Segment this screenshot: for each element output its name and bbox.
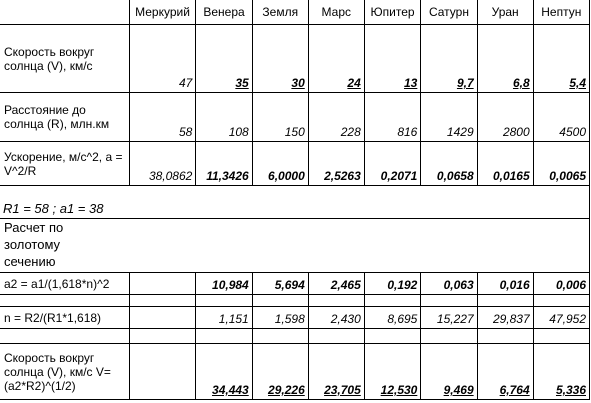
note-row [0, 186, 590, 219]
speed-cell[interactable]: 13 [364, 25, 421, 93]
spacer-cell[interactable] [129, 295, 196, 307]
distance-row [0, 93, 590, 142]
header-cell-neptune[interactable]: Нептун [533, 0, 589, 25]
accel-cell[interactable]: 0,0165 [477, 142, 533, 186]
spacer-row [0, 329, 590, 344]
a2-cell[interactable]: 10,984 [196, 273, 252, 295]
speed-cell[interactable]: 47 [129, 25, 196, 93]
spacer-cell[interactable] [252, 329, 308, 344]
v2-cell[interactable]: 23,705 [308, 344, 364, 400]
accel-cell[interactable]: 0,0658 [421, 142, 477, 186]
header-cell-mercury[interactable]: Меркурий [129, 0, 196, 25]
a2-cell[interactable]: 2,465 [308, 273, 364, 295]
spacer-cell[interactable] [421, 329, 477, 344]
v2-row [0, 344, 590, 400]
v2-label[interactable]: Скорость вокруг солнца (V), км/с V=(a2*R2)^(1/2) [0, 344, 129, 400]
speed-cell[interactable]: 9,7 [421, 25, 477, 93]
n-row [0, 307, 590, 329]
section-title-cell[interactable] [0, 219, 590, 273]
a2-cell[interactable]: 0,192 [364, 273, 421, 295]
n-cell[interactable]: 1,598 [252, 307, 308, 329]
accel-cell[interactable]: 0,0065 [533, 142, 589, 186]
accel-cell[interactable]: 38,0862 [129, 142, 196, 186]
distance-label[interactable]: Расстояние до солнца (R), млн.км [0, 93, 129, 142]
spacer-cell[interactable] [364, 295, 421, 307]
spacer-cell[interactable] [421, 295, 477, 307]
spacer-row [0, 295, 590, 307]
speed-label[interactable]: Скорость вокруг солнца (V), км/с [0, 25, 129, 93]
spacer-cell[interactable] [533, 329, 589, 344]
a2-row [0, 273, 590, 295]
speed-row [0, 25, 590, 93]
spacer-cell[interactable] [308, 329, 364, 344]
spacer-cell[interactable] [533, 295, 589, 307]
distance-cell[interactable]: 150 [252, 93, 308, 142]
spacer-cell[interactable] [0, 329, 129, 344]
n-cell[interactable]: 1,151 [196, 307, 252, 329]
distance-cell[interactable]: 4500 [533, 93, 589, 142]
v2-cell[interactable]: 9,469 [421, 344, 477, 400]
accel-cell[interactable]: 0,2071 [364, 142, 421, 186]
n-label[interactable]: n = R2/(R1*1,618) [0, 307, 129, 329]
header-cell-venus[interactable]: Венера [196, 0, 252, 25]
v2-cell[interactable]: 29,226 [252, 344, 308, 400]
header-cell-earth[interactable]: Земля [252, 0, 308, 25]
distance-cell[interactable]: 2800 [477, 93, 533, 142]
spacer-cell[interactable] [129, 329, 196, 344]
accel-cell[interactable]: 6,0000 [252, 142, 308, 186]
spacer-cell[interactable] [196, 295, 252, 307]
note-cell[interactable]: R1 = 58 ; a1 = 38 [0, 186, 590, 219]
header-cell-jupiter[interactable]: Юпитер [364, 0, 421, 25]
speed-cell[interactable]: 24 [308, 25, 364, 93]
a2-cell[interactable]: 0,006 [533, 273, 589, 295]
a2-cell[interactable]: 0,016 [477, 273, 533, 295]
v2-cell[interactable]: 6,764 [477, 344, 533, 400]
speed-cell[interactable]: 35 [196, 25, 252, 93]
distance-cell[interactable]: 816 [364, 93, 421, 142]
n-cell[interactable] [129, 307, 196, 329]
distance-cell[interactable]: 1429 [421, 93, 477, 142]
n-cell[interactable]: 15,227 [421, 307, 477, 329]
section-title-row [0, 219, 590, 273]
spacer-cell[interactable] [477, 329, 533, 344]
distance-cell[interactable]: 58 [129, 93, 196, 142]
v2-cell[interactable]: 5,336 [533, 344, 589, 400]
accel-label[interactable]: Ускорение, м/с^2, a = V^2/R [0, 142, 129, 186]
header-row [0, 0, 590, 25]
section-title: Расчет по золотому сечению [4, 220, 64, 269]
n-cell[interactable]: 47,952 [533, 307, 589, 329]
speed-cell[interactable]: 6,8 [477, 25, 533, 93]
a2-cell[interactable] [129, 273, 196, 295]
spacer-cell[interactable] [252, 295, 308, 307]
header-cell-uranus[interactable]: Уран [477, 0, 533, 25]
spacer-cell[interactable] [0, 295, 129, 307]
n-cell[interactable]: 2,430 [308, 307, 364, 329]
spacer-cell[interactable] [364, 329, 421, 344]
v2-cell[interactable] [129, 344, 196, 400]
a2-cell[interactable]: 0,063 [421, 273, 477, 295]
n-cell[interactable]: 8,695 [364, 307, 421, 329]
distance-cell[interactable]: 228 [308, 93, 364, 142]
header-cell-mars[interactable]: Марс [308, 0, 364, 25]
a2-cell[interactable]: 5,694 [252, 273, 308, 295]
accel-cell[interactable]: 11,3426 [196, 142, 252, 186]
v2-cell[interactable]: 12,530 [364, 344, 421, 400]
distance-cell[interactable]: 108 [196, 93, 252, 142]
spacer-cell[interactable] [196, 329, 252, 344]
n-cell[interactable]: 29,837 [477, 307, 533, 329]
accel-cell[interactable]: 2,5263 [308, 142, 364, 186]
header-cell-empty[interactable] [0, 0, 129, 25]
v2-cell[interactable]: 34,443 [196, 344, 252, 400]
accel-row [0, 142, 590, 186]
speed-cell[interactable]: 30 [252, 25, 308, 93]
spacer-cell[interactable] [477, 295, 533, 307]
header-cell-saturn[interactable]: Сатурн [421, 0, 477, 25]
a2-label[interactable]: a2 = a1/(1,618*n)^2 [0, 273, 129, 295]
speed-cell[interactable]: 5,4 [533, 25, 589, 93]
spacer-cell[interactable] [308, 295, 364, 307]
